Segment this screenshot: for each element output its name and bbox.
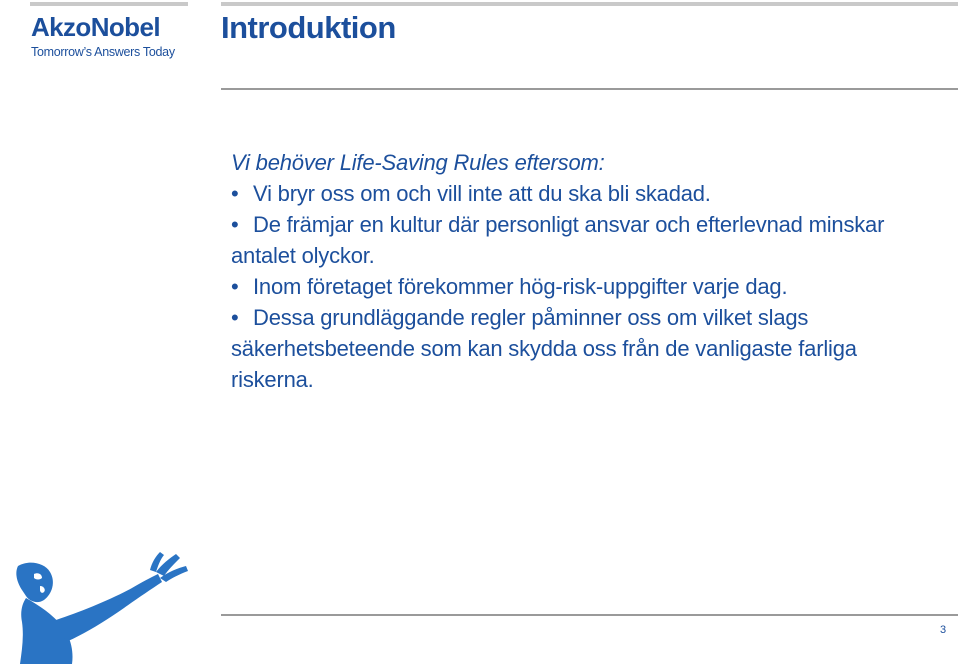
bullet-item [231, 178, 931, 209]
bullet-item [231, 302, 931, 395]
logo-top-bar [30, 2, 188, 6]
bullet-icon: • [231, 274, 239, 299]
bullet-icon: • [231, 212, 239, 237]
title-divider [221, 88, 958, 90]
akzonobel-figure-icon [0, 550, 200, 664]
bullet-text: Inom företaget förekommer hög-risk-uppgifter varje dag. [253, 274, 788, 299]
page-number: 3 [940, 624, 947, 636]
akzonobel-logo: AkzoNobel [31, 12, 160, 42]
footer-divider [221, 614, 958, 616]
slide-content [231, 147, 931, 395]
bullet-text: Dessa grundläggande regler påminner oss om vilket slags säkerhetsbeteende som kan skydda oss från de vanligaste farliga riskerna. [231, 305, 857, 392]
bullet-icon: • [231, 305, 239, 330]
bullet-item [231, 271, 931, 302]
bullet-item [231, 209, 931, 271]
title-top-bar [221, 2, 958, 6]
bullet-text: Vi bryr oss om och vill inte att du ska bli skadad. [253, 181, 711, 206]
logo-tagline: Tomorrow’s Answers Today [31, 45, 175, 59]
intro-text: Vi behöver Life-Saving Rules eftersom: [231, 150, 605, 175]
bullet-text: De främjar en kultur där personligt ansvar och efterlevnad minskar antalet olyckor. [231, 212, 885, 268]
page-title: Introduktion [221, 10, 396, 45]
bullet-icon: • [231, 181, 239, 206]
